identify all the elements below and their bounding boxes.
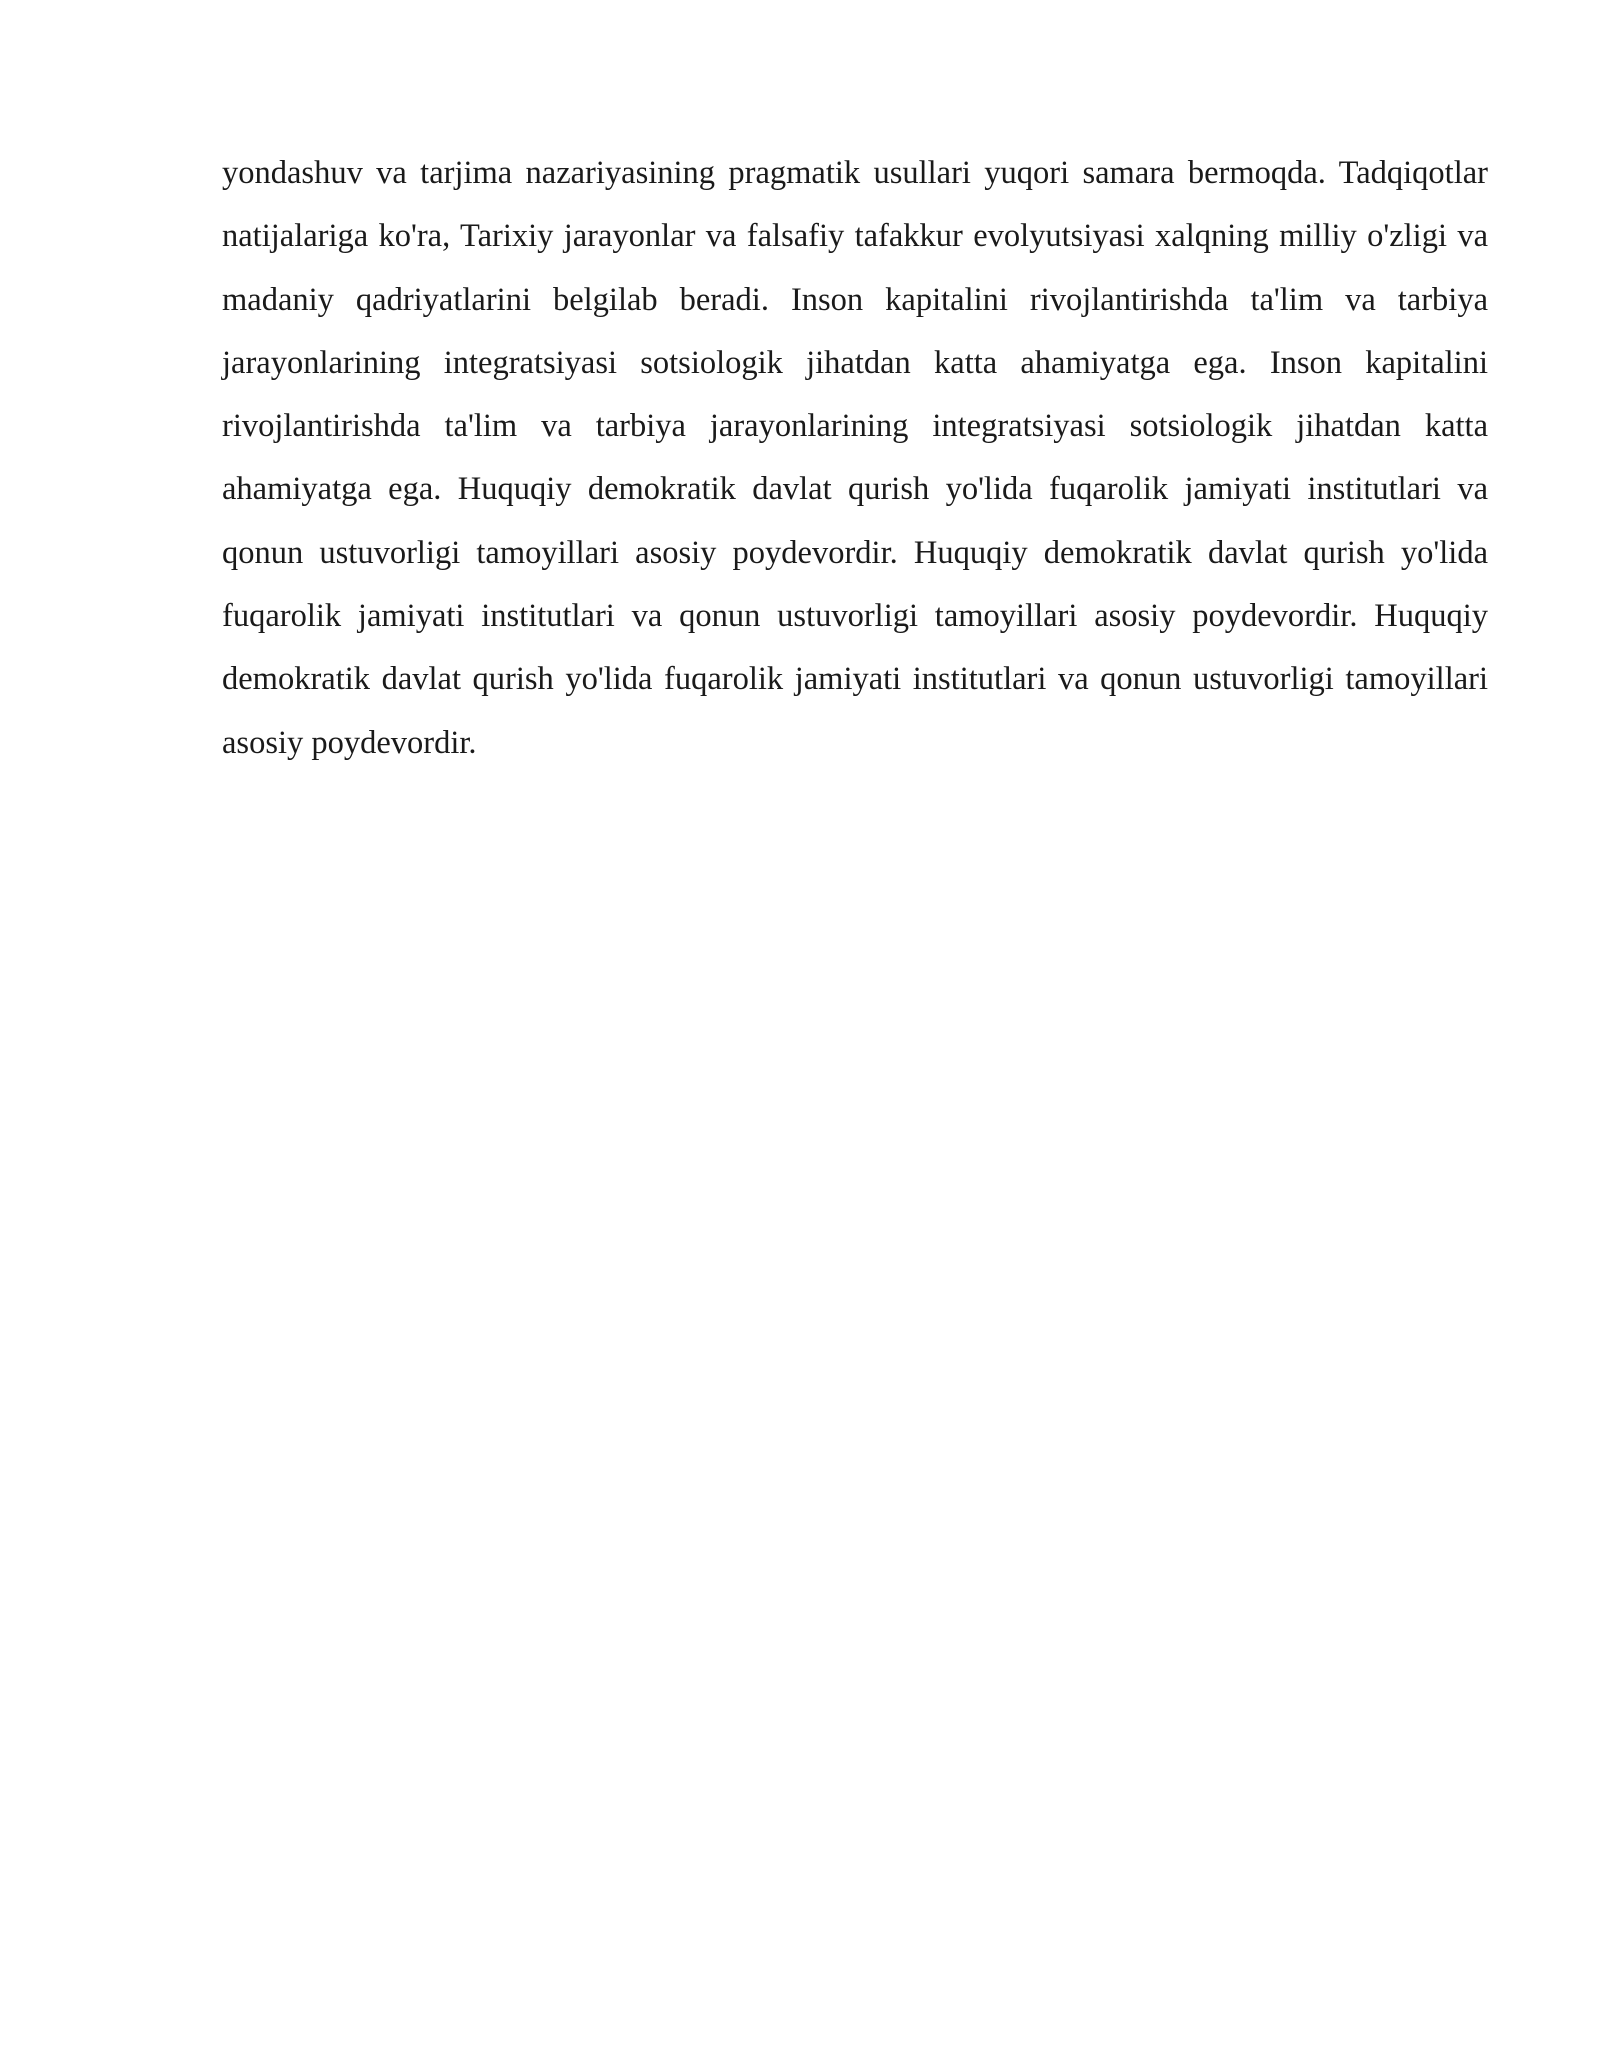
body-paragraph: yondashuv va tarjima nazariyasining pragmatik usullari yuqori samara bermoqda. Tadqiqotlar natijalariga ko'ra, Tarixiy jarayonlar va falsafiy tafakkur evolyutsiyasi xalqning milliy o'zligi va madaniy qadriyatlarini belgilab beradi. Inson kapitalini rivojlantirishda ta'lim va tarbiya jarayonlarining integratsiyasi sotsiologik jihatdan katta ahamiyatga ega. Inson kapitalini rivojlantirishda ta'lim va tarbiya jarayonlarining integratsiyasi sotsiologik jihatdan katta ahamiyatga ega. Huquqiy demokratik davlat qurish yo'lida fuqarolik jamiyati institutlari va qonun ustuvorligi tamoyillari asosiy poydevordir. Huquqiy demokratik davlat qurish yo'lida fuqarolik jamiyati institutlari va qonun ustuvorligi tamoyillari asosiy poydevordir. Huquqiy demokratik davlat qurish yo'lida fuqarolik jamiyati institutlari va qonun ustuvorligi tamoyillari asosiy poydevordir. [222,155,1488,761]
